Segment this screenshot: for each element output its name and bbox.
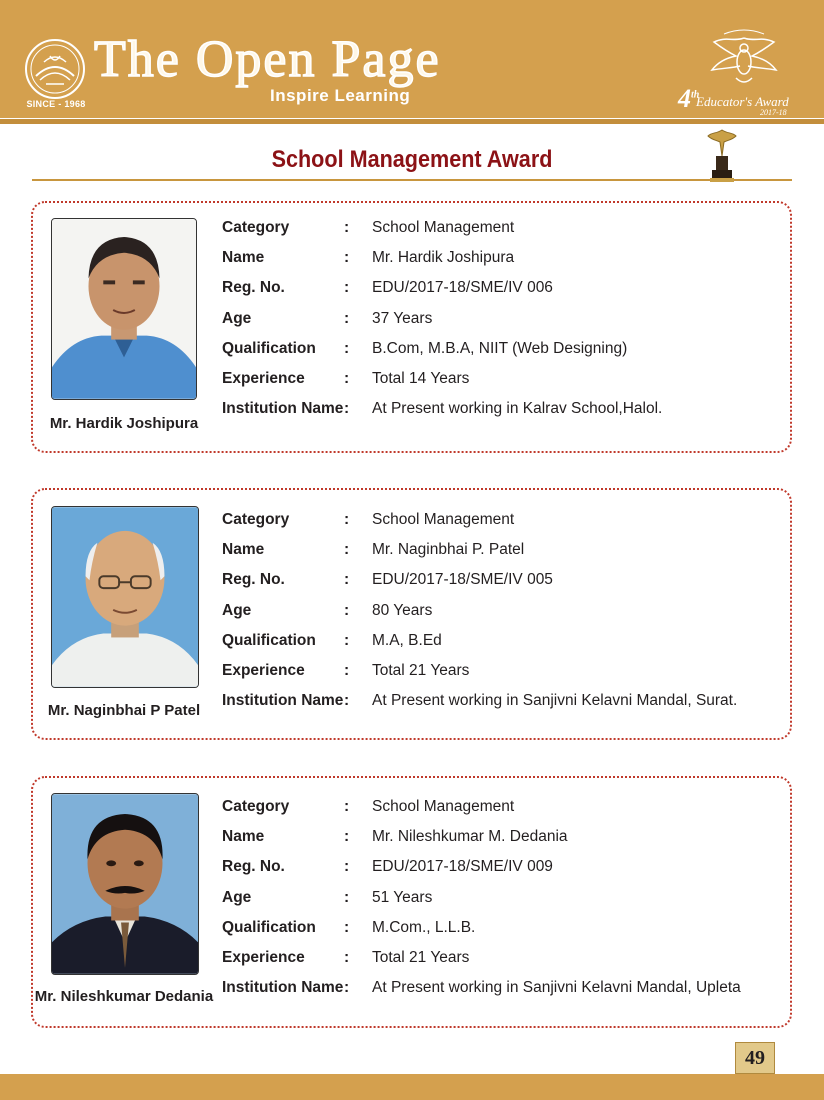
detail-row-experience: Experience : Total 14 Years — [222, 370, 470, 388]
logo-icon — [24, 38, 86, 100]
awardee-details — [222, 213, 662, 424]
header-band — [0, 0, 824, 118]
detail-row-category: Category : School Management — [222, 511, 515, 529]
portrait-icon — [52, 507, 198, 687]
detail-row-age: Age : 37 Years — [222, 309, 433, 327]
awardee-details — [222, 792, 741, 1003]
since-label: SINCE - 1968 — [26, 99, 86, 109]
footer-band — [0, 1074, 824, 1100]
brand-title: The Open Page — [94, 31, 441, 88]
detail-row-institution: Institution Name : At Present working in Sanjivni Kelavni Mandal, Surat. — [222, 692, 738, 710]
brand-subtitle: Inspire Learning — [270, 86, 411, 105]
detail-row-category: Category : School Management — [222, 219, 515, 237]
detail-row-qualification: Qualification : M.A, B.Ed — [222, 631, 442, 649]
detail-row-institution: Institution Name : At Present working in Sanjivni Kelavni Mandal, Upleta — [222, 979, 741, 997]
page-number: 49 — [735, 1042, 775, 1074]
awardee-caption: Mr. Naginbhai P Patel — [47, 702, 201, 719]
award-label: Educator's Award — [696, 94, 789, 109]
awardee-card — [31, 488, 792, 740]
portrait-icon — [52, 219, 196, 399]
detail-row-name: Name : Mr. Hardik Joshipura — [222, 249, 515, 267]
awardee-card — [31, 201, 792, 453]
detail-row-reg-no: Reg. No. : EDU/2017-18/SME/IV 005 — [222, 571, 553, 589]
detail-row-qualification: Qualification : B.Com, M.B.A, NIIT (Web Designing) — [222, 339, 628, 357]
detail-row-institution: Institution Name : At Present working in Kalrav School,Halol. — [222, 400, 663, 418]
detail-row-experience: Experience : Total 21 Years — [222, 662, 470, 680]
awardee-caption: Mr. Nileshkumar Dedania — [34, 988, 214, 1005]
detail-row-reg-no: Reg. No. : EDU/2017-18/SME/IV 006 — [222, 279, 553, 297]
awardee-photo — [51, 218, 197, 400]
awardee-card — [31, 776, 792, 1028]
detail-row-category: Category : School Management — [222, 798, 515, 816]
award-number: 4th — [678, 84, 700, 113]
detail-row-age: Age : 51 Years — [222, 888, 433, 906]
awardee-photo — [51, 793, 199, 975]
awardee-details — [222, 505, 737, 716]
award-emblem-icon — [706, 28, 782, 98]
portrait-icon — [52, 794, 198, 974]
award-year: 2017-18 — [760, 108, 787, 117]
detail-row-name: Name : Mr. Nileshkumar M. Dedania — [222, 828, 568, 846]
title-divider — [32, 179, 792, 181]
detail-row-experience: Experience : Total 21 Years — [222, 949, 470, 967]
detail-row-qualification: Qualification : M.Com., L.L.B. — [222, 918, 476, 936]
page-title: School Management Award — [271, 146, 553, 173]
trophy-icon — [702, 126, 742, 184]
awardee-photo — [51, 506, 199, 688]
detail-row-age: Age : 80 Years — [222, 601, 433, 619]
header-rule — [0, 118, 824, 124]
detail-row-reg-no: Reg. No. : EDU/2017-18/SME/IV 009 — [222, 858, 553, 876]
awardee-caption: Mr. Hardik Joshipura — [49, 415, 199, 432]
detail-row-name: Name : Mr. Naginbhai P. Patel — [222, 541, 525, 559]
